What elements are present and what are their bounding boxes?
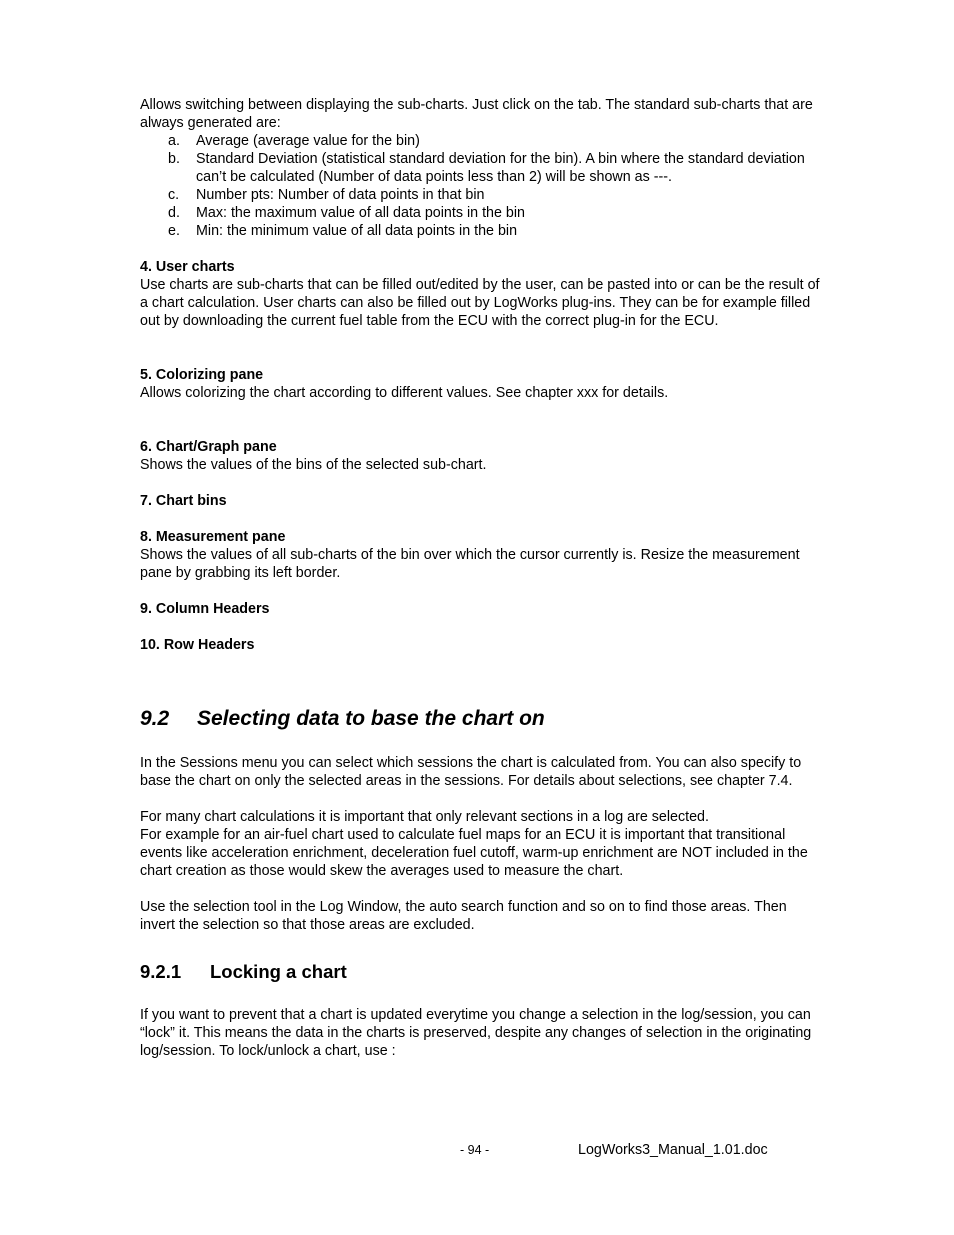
- list-item: [140, 132, 820, 150]
- subsection-paragraph: If you want to prevent that a chart is updated everytime you change a selection in the log/session, you can “lock” it. This means the data in the charts is preserved, despite any changes of selection in the originating log/session. To lock/unlock a chart, use :: [140, 1007, 812, 1059]
- row-headers-title: 10. Row Headers: [140, 637, 255, 653]
- subsection-heading: [140, 960, 820, 984]
- section-number: 9.2: [140, 707, 170, 730]
- subcharts-intro: Allows switching between displaying the sub-charts. Just click on the tab. The standard sub-charts that are always generated are:: [140, 97, 813, 131]
- list-item-text: Number pts: Number of data points in that bin: [196, 187, 485, 203]
- section-heading: [140, 706, 820, 732]
- chart-graph-pane-body: Shows the values of the bins of the selected sub-chart.: [140, 457, 487, 473]
- section-paragraph: For many chart calculations it is important that only relevant sections in a log are selected.: [140, 809, 709, 825]
- chart-graph-pane-title: 6. Chart/Graph pane: [140, 439, 277, 455]
- document-filename: LogWorks3_Manual_1.01.doc: [578, 1142, 768, 1158]
- list-item: [140, 186, 820, 204]
- list-item-text: Average (average value for the bin): [196, 133, 420, 149]
- section-paragraph: For example for an air-fuel chart used to calculate fuel maps for an ECU it is important that transitional events like acceleration enrichment, deceleration fuel cutoff, warm-up enrichment are NOT included in the chart creation as those would skew the averages used to measure the chart.: [140, 827, 808, 879]
- list-item-text: Max: the maximum value of all data points in the bin: [196, 205, 525, 221]
- list-item-text: Min: the minimum value of all data points in the bin: [196, 223, 518, 239]
- list-marker: c.: [168, 187, 180, 203]
- measurement-pane-body: Shows the values of all sub-charts of the bin over which the cursor currently is. Resize the measurement pane by grabbing its left border.: [140, 547, 800, 581]
- chart-bins-title: 7. Chart bins: [140, 493, 227, 509]
- colorizing-pane-title: 5. Colorizing pane: [140, 367, 264, 383]
- section-paragraph: In the Sessions menu you can select which sessions the chart is calculated from. You can also specify to base the chart on only the selected areas in the sessions. For details about selections, see chapter 7.4.: [140, 755, 802, 789]
- measurement-pane-title: 8. Measurement pane: [140, 529, 286, 545]
- list-marker: a.: [168, 133, 180, 149]
- page-number: - 94 -: [460, 1143, 490, 1157]
- document-page: [140, 96, 820, 1060]
- subsection-number: 9.2.1: [140, 961, 182, 982]
- list-marker: d.: [168, 205, 180, 221]
- subcharts-list: [140, 132, 820, 240]
- list-marker: e.: [168, 223, 180, 239]
- user-charts-title: 4. User charts: [140, 259, 235, 275]
- list-item: [140, 150, 820, 186]
- list-item: [140, 222, 820, 240]
- column-headers-title: 9. Column Headers: [140, 601, 270, 617]
- user-charts-body: Use charts are sub-charts that can be filled out/edited by the user, can be pasted into or can be the result of a chart calculation. User charts can also be filled out by LogWorks plug-ins. They can be for example filled out by downloading the current fuel table from the ECU with the correct plug-in for the ECU.: [140, 277, 820, 329]
- colorizing-pane-body: Allows colorizing the chart according to different values. See chapter xxx for details.: [140, 385, 669, 401]
- list-item: [140, 204, 820, 222]
- subsection-title: Locking a chart: [210, 961, 347, 982]
- list-item-text: Standard Deviation (statistical standard deviation for the bin). A bin where the standard deviation can’t be calculated (Number of data points less than 2) will be shown as ---.: [196, 151, 805, 185]
- section-title: Selecting data to base the chart on: [197, 707, 545, 730]
- list-marker: b.: [168, 151, 180, 167]
- section-paragraph: Use the selection tool in the Log Window, the auto search function and so on to find those areas. Then invert the selection so that those areas are excluded.: [140, 899, 787, 933]
